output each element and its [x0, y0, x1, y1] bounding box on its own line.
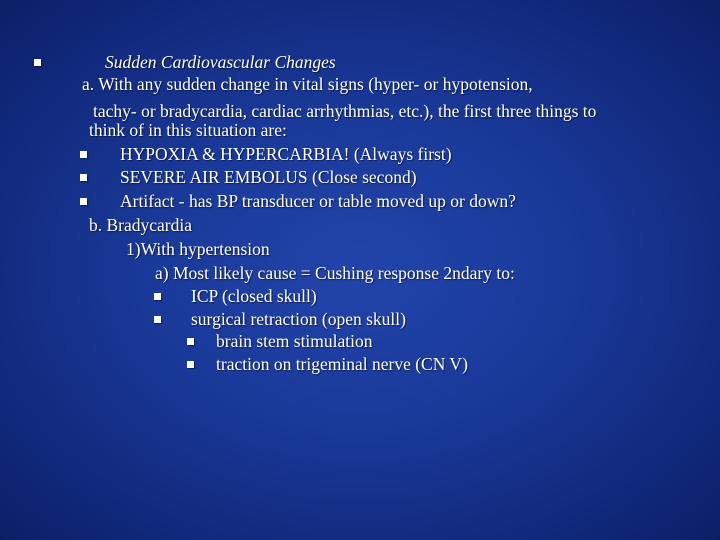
square-bullet-icon	[154, 293, 161, 300]
item-a-line2: tachy- or bradycardia, cardiac arrhythmias, etc.), the first three things to	[93, 101, 597, 121]
square-bullet-icon	[34, 59, 41, 66]
item-b1-hypertension: 1)With hypertension	[126, 239, 270, 259]
item-b-bradycardia: b. Bradycardia	[89, 215, 193, 235]
slide-heading: Sudden Cardiovascular Changes	[105, 52, 336, 72]
sub-bullet-hypoxia: HYPOXIA & HYPERCARBIA! (Always first)	[120, 144, 452, 164]
mechanism-bullet-trigeminal: traction on trigeminal nerve (CN V)	[216, 354, 468, 374]
mechanism-bullet-brainstem: brain stem stimulation	[216, 331, 373, 351]
square-bullet-icon	[154, 316, 161, 323]
sub-bullet-artifact: Artifact - has BP transducer or table moved up or down?	[120, 191, 516, 211]
item-a-line3: think of in this situation are:	[89, 120, 287, 140]
square-bullet-icon	[187, 361, 194, 368]
item-a-line1: a. With any sudden change in vital signs (hyper- or hypotension,	[82, 74, 533, 94]
item-b1a-cushing: a) Most likely cause = Cushing response 2ndary to:	[155, 263, 515, 283]
sub-bullet-air-embolus: SEVERE AIR EMBOLUS (Close second)	[120, 167, 417, 187]
square-bullet-icon	[80, 174, 87, 181]
square-bullet-icon	[187, 338, 194, 345]
square-bullet-icon	[80, 198, 87, 205]
square-bullet-icon	[80, 151, 87, 158]
cause-bullet-icp: ICP (closed skull)	[191, 286, 317, 306]
cause-bullet-retraction: surgical retraction (open skull)	[191, 309, 406, 329]
